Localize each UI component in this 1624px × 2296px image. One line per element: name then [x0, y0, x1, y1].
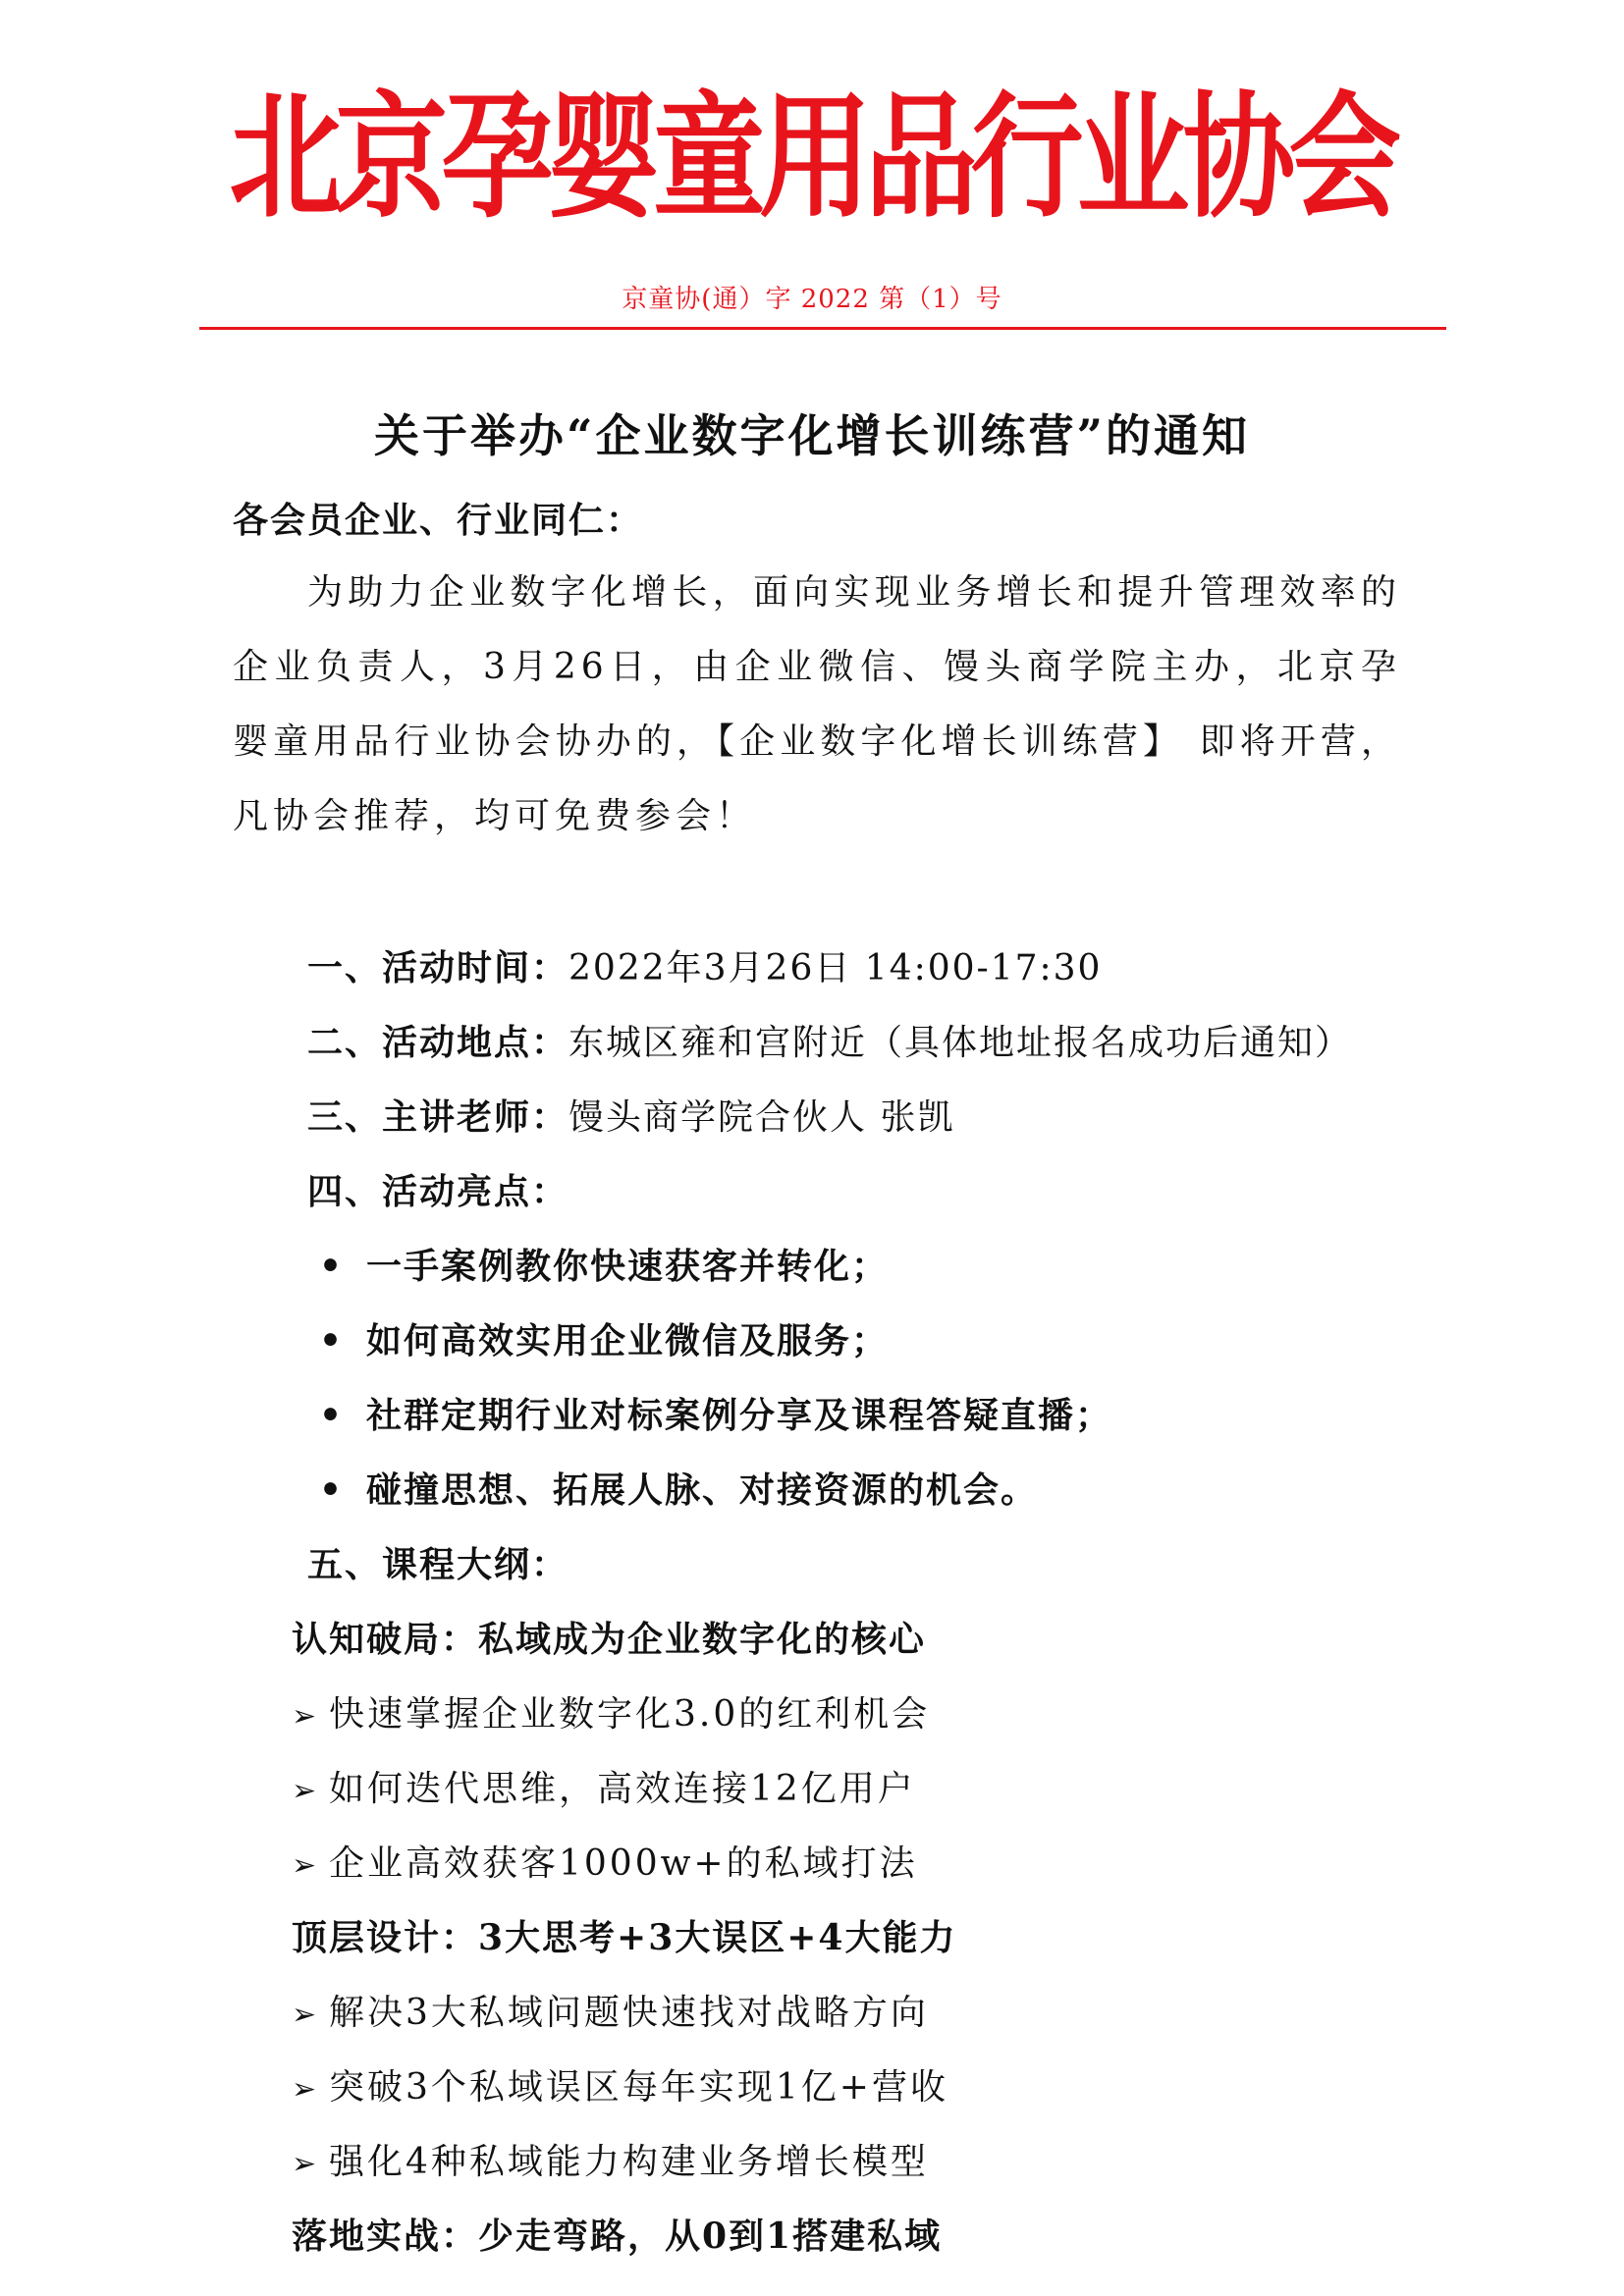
outline-module-heading: 认知破局：私域成为企业数字化的核心: [292, 1619, 927, 1660]
arrow-bullet-icon: ➢: [292, 2072, 320, 2107]
highlight-item: [319, 1463, 1038, 1513]
outline-point-text: 企业高效获客1000w+的私域打法: [329, 1843, 918, 1884]
section-speaker-label: 三、主讲老师：: [307, 1096, 569, 1138]
bullet-icon: •: [319, 1320, 345, 1362]
section-place-label: 二、活动地点：: [307, 1022, 569, 1063]
outline-point-text: 如何迭代思维，高效连接12亿用户: [329, 1769, 916, 1809]
section-time-value: 2022年3月26日 14:00-17:30: [568, 948, 1103, 988]
section-place-value: 东城区雍和宫附近（具体地址报名成功后通知）: [568, 1023, 1353, 1063]
section-outline-label: 五、课程大纲：: [307, 1544, 569, 1585]
outline-point-text: 快速掌握企业数字化3.0的红利机会: [329, 1694, 931, 1735]
bullet-icon: •: [319, 1246, 345, 1287]
highlight-item: [319, 1388, 1112, 1438]
outline-point: [292, 1686, 930, 1736]
section-speaker: [307, 1090, 954, 1140]
highlight-item: [319, 1313, 889, 1363]
highlight-text: 社群定期行业对标案例分享及课程答疑直播；: [366, 1395, 1113, 1436]
section-highlights-label: 四、活动亮点：: [307, 1171, 569, 1212]
outline-point-text: 强化4种私域能力构建业务增长模型: [329, 2142, 929, 2182]
outline-point: [292, 1761, 916, 1811]
bullet-icon: •: [319, 1469, 345, 1511]
outline-point: [292, 1985, 929, 2035]
highlight-text: 如何高效实用企业微信及服务；: [366, 1320, 890, 1362]
notice-title: 关于举办“企业数字化增长训练营”的通知: [374, 409, 1250, 462]
section-speaker-value: 馒头商学院合伙人 张凯: [568, 1097, 955, 1138]
section-highlights: [307, 1164, 568, 1214]
outline-point: [292, 2059, 948, 2109]
outline-point: [292, 2134, 929, 2184]
section-time: [307, 940, 1102, 990]
document-number: 京童协(通）字 2022 第（1）号: [622, 285, 1002, 314]
highlight-item: [319, 1239, 889, 1289]
outline-point-text: 解决3大私域问题快速找对战略方向: [329, 1993, 929, 2033]
outline-point: [292, 1836, 918, 1886]
outline-module-heading: 落地实战：少走弯路，从0到1搭建私域: [292, 2216, 943, 2257]
arrow-bullet-icon: ➢: [292, 1998, 320, 2032]
section-place: [307, 1015, 1352, 1065]
organization-name-header: 北京孕婴童用品行业协会: [229, 79, 1395, 237]
header-divider: [199, 327, 1446, 330]
arrow-bullet-icon: ➢: [292, 1699, 320, 1734]
highlight-text: 碰撞思想、拓展人脉、对接资源的机会。: [366, 1469, 1039, 1511]
bullet-icon: •: [319, 1395, 345, 1436]
section-time-label: 一、活动时间：: [307, 947, 569, 988]
intro-paragraph: 为助力企业数字化增长，面向实现业务增长和提升管理效率的企业负责人，3月26日，由企业微信、馒头商学院主办，北京孕婴童用品行业协会协办的，【企业数字化增长训练营】 即将开营，凡协会推荐，均可免费参会！: [233, 572, 1401, 836]
outline-point-text: 突破3个私域误区每年实现1亿+营收: [329, 2067, 948, 2108]
outline-module-heading: 顶层设计：3大思考+3大误区+4大能力: [292, 1917, 957, 1958]
arrow-bullet-icon: ➢: [292, 1774, 320, 1808]
highlight-text: 一手案例教你快速获客并转化；: [366, 1246, 890, 1287]
section-outline: [307, 1537, 568, 1587]
arrow-bullet-icon: ➢: [292, 1848, 320, 1883]
salutation: 各会员企业、行业同仁：: [233, 500, 644, 541]
arrow-bullet-icon: ➢: [292, 2147, 320, 2181]
